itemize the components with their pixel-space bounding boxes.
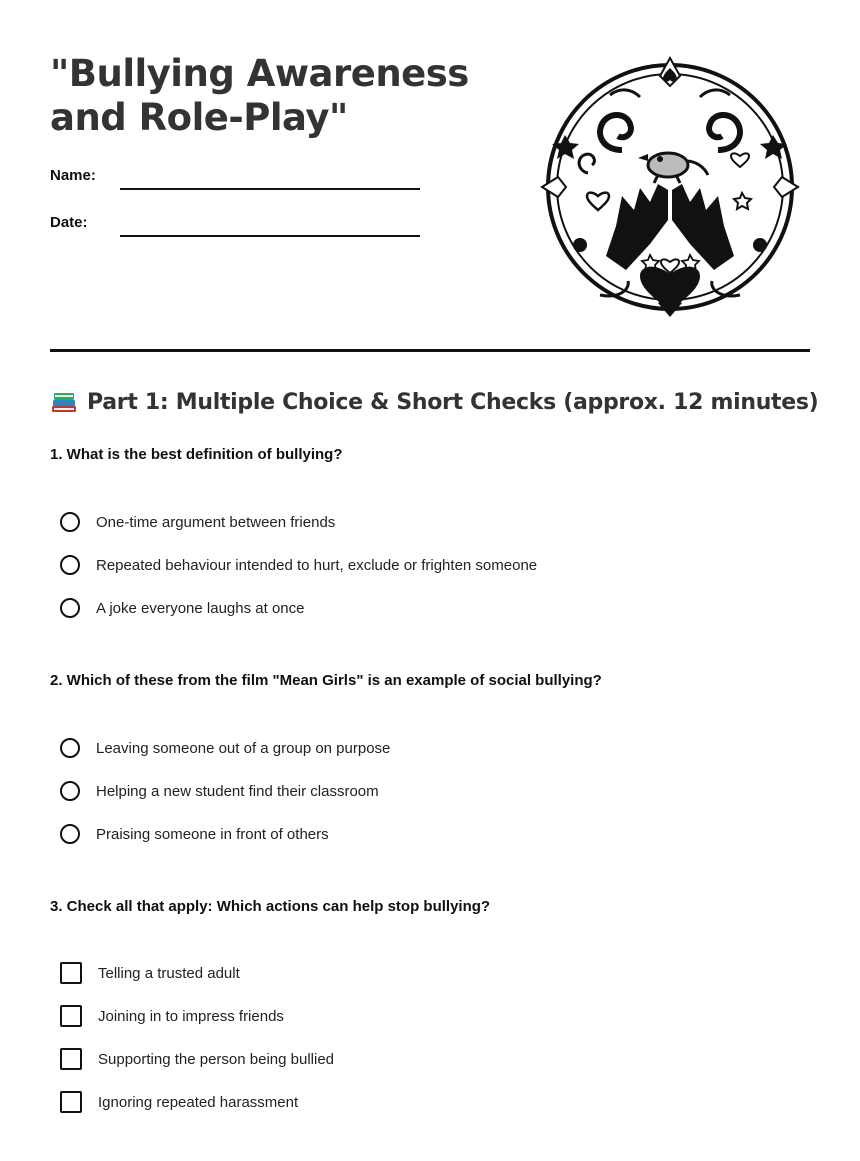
q1-option-2[interactable] [60, 552, 537, 578]
q3-option-4[interactable] [60, 1089, 298, 1115]
q2-option-2[interactable] [60, 778, 379, 804]
option-label: Ignoring repeated harassment [98, 1093, 299, 1111]
name-label: Name: [50, 167, 96, 184]
checkbox[interactable] [60, 1005, 82, 1027]
name-field [50, 160, 430, 190]
q3-option-2[interactable] [60, 1003, 284, 1029]
question-3: 3. Check all that apply: Which actions can help stop bullying? [50, 898, 491, 915]
date-label: Date: [50, 214, 88, 231]
q1-option-1[interactable] [60, 509, 335, 535]
option-label: Helping a new student find their classroom [96, 782, 379, 800]
worksheet-title [50, 52, 490, 140]
emblem-icon [540, 55, 800, 320]
q2-option-1[interactable] [60, 735, 390, 761]
title-line-2: and Role-Play" [50, 96, 348, 139]
checkbox[interactable] [60, 1091, 82, 1113]
part1-heading-text: Part 1: Multiple Choice & Short Checks (approx. 12 minutes) [87, 389, 819, 415]
question-2: 2. Which of these from the film "Mean Girls" is an example of social bullying? [50, 672, 602, 689]
option-label: Leaving someone out of a group on purpose [96, 739, 391, 757]
radio-button[interactable] [60, 555, 80, 575]
option-label: Joining in to impress friends [98, 1007, 284, 1025]
radio-button[interactable] [60, 824, 80, 844]
radio-button[interactable] [60, 598, 80, 618]
option-label: Praising someone in front of others [96, 825, 329, 843]
section-divider [50, 349, 810, 352]
q3-option-3[interactable] [60, 1046, 334, 1072]
question-1: 1. What is the best definition of bullying? [50, 446, 343, 463]
radio-button[interactable] [60, 738, 80, 758]
option-label: Repeated behaviour intended to hurt, exclude or frighten someone [96, 556, 538, 574]
radio-button[interactable] [60, 512, 80, 532]
checkbox[interactable] [60, 962, 82, 984]
q3-option-1[interactable] [60, 960, 240, 986]
date-field [50, 207, 430, 237]
date-line[interactable] [120, 215, 420, 237]
option-label: One-time argument between friends [96, 513, 336, 531]
radio-button[interactable] [60, 781, 80, 801]
q1-option-3[interactable] [60, 595, 304, 621]
option-label: A joke everyone laughs at once [96, 599, 305, 617]
title-line-1: "Bullying Awareness [50, 52, 469, 95]
books-icon [50, 388, 78, 416]
part1-heading [50, 388, 818, 416]
q2-option-3[interactable] [60, 821, 329, 847]
name-line[interactable] [120, 168, 420, 190]
option-label: Telling a trusted adult [98, 964, 240, 982]
checkbox[interactable] [60, 1048, 82, 1070]
option-label: Supporting the person being bullied [98, 1050, 335, 1068]
